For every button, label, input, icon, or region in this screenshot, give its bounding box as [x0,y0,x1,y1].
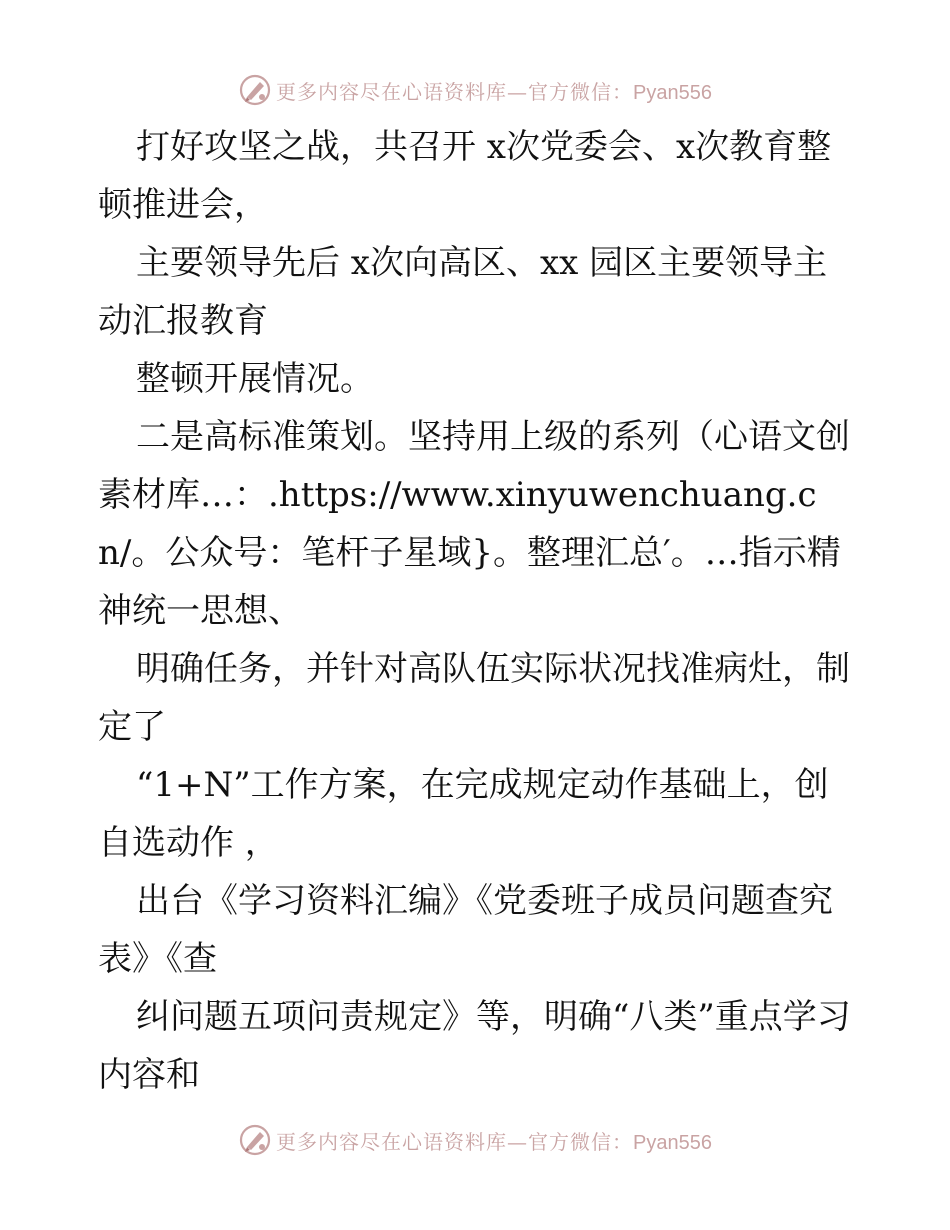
document-body [98,118,858,1104]
paragraph-2: 主要领导先后 x次向高区、xx 园区主要领导主动汇报教育 [98,243,828,341]
watermark-text: 更多内容尽在心语资料库—官方微信：Pyan556 [276,79,712,104]
paragraph-3: 整顿开展情况。 [136,359,374,399]
footer-watermark [0,1120,950,1160]
paragraph-1: 打好攻坚之战，共召开 x次党委会、x次教育整顿推进会， [98,127,832,225]
watermark-text: 更多内容尽在心语资料库—官方微信：Pyan556 [276,1129,712,1154]
header-watermark [0,70,950,110]
pen-logo-icon [238,73,272,107]
pen-logo-icon [238,1123,272,1157]
paragraph-6: “1+N”工作方案，在完成规定动作基础上，创自选动作 ， [98,765,829,863]
paragraph-7: 出台《学习资料汇编》《党委班子成员问题查究表》《查 [98,881,833,979]
paragraph-4: 二是高标准策划。坚持用上级的系列（心语文创素材库…：.https://www.xinyuwenchuang.cn/。公众号：笔杆子星域}。整理汇总′。…指示精神统一思想、 [98,417,850,631]
paragraph-5: 明确任务，并针对高队伍实际状况找准病灶，制定了 [98,649,850,747]
paragraph-8: 纠问题五项问责规定》等，明确“八类”重点学习内容和 [98,997,851,1095]
